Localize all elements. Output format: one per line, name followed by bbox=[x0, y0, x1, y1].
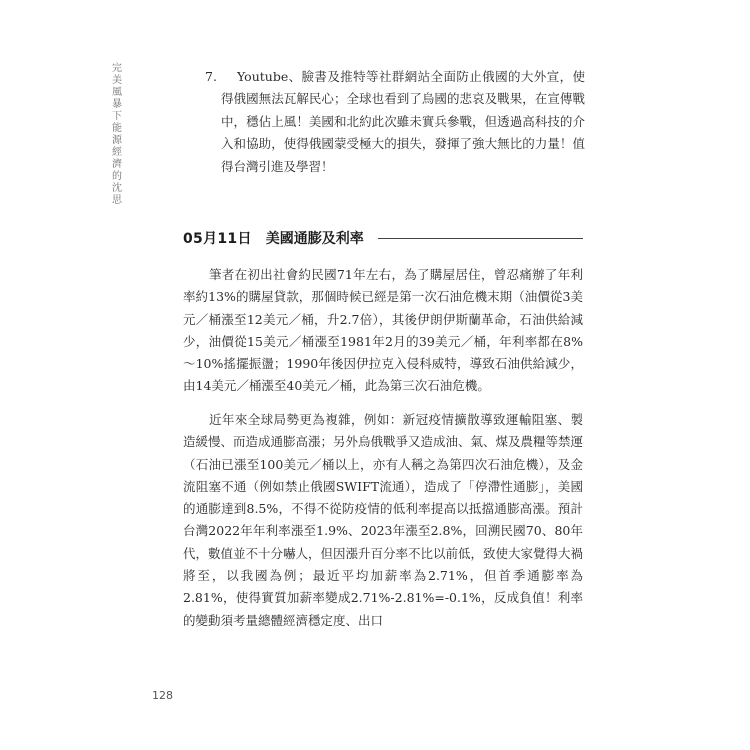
paragraph-1: 筆者在初出社會約民國71年左右，為了購屋居住，曾忍痛辦了年利率約13%的購屋貸款，那個時候已經是第一次石油危機末期（油價從3美元／桶漲至12美元／桶，升2.7倍），其後伊朗伊斯蘭革命，石油供給減少，油價從15美元／桶漲至1981年2月的39美元／桶，年利率都在8%～10%搖擺振盪；1990年後因伊拉克入侵科威特，導致石油供給減少，由14美元／桶漲至40美元／桶，此為第三次石油危機。 bbox=[183, 267, 583, 394]
list-item-number: 7. bbox=[205, 69, 217, 84]
section-rule bbox=[378, 238, 583, 239]
section-heading bbox=[183, 228, 583, 248]
numbered-list-item bbox=[205, 66, 585, 178]
running-title: 完美風暴下能源經濟的沈思 bbox=[112, 63, 122, 206]
page-number: 128 bbox=[152, 689, 173, 702]
section-title: 美國通膨及利率 bbox=[265, 231, 364, 247]
paragraph-2: 近年來全球局勢更為複雜，例如：新冠疫情擴散導致運輸阻塞、製造緩慢、而造成通膨高漲；另外烏俄戰爭又造成油、氣、煤及農糧等禁運（石油已漲至100美元／桶以上，亦有人稱之為第四次石油危機），及金流阻塞不通（例如禁止俄國SWIFT流通），造成了「停滯性通膨」，美國的通膨達到8.5%，不得不從防疫情的低利率提高以抵擋通膨高漲。預計台灣2022年年利率漲至1.9%、2023年漲至2.8%，回溯民國70、80年代，數值並不十分嚇人，但因漲升百分率不比以前低，致使大家覺得大禍將至，以我國為例；最近平均加薪率為2.71%，但首季通膨率為2.81%，使得實質加薪率變成2.71%-2.81%=-0.1%，反成負值！利率的變動須考量總體經濟穩定度、出口 bbox=[183, 412, 584, 628]
list-item-text: Youtube、臉書及推特等社群網站全面防止俄國的大外宣，使得俄國無法瓦解民心；全球也看到了烏國的悲哀及戰果，在宣傳戰中，穩佔上風！美國和北約此次雖未實兵參戰，但透過高科技的介入和協助，使得俄國蒙受極大的損失，發揮了強大無比的力量！值得台灣引進及學習！ bbox=[221, 69, 585, 174]
section-date: 05月11日 bbox=[183, 231, 252, 247]
